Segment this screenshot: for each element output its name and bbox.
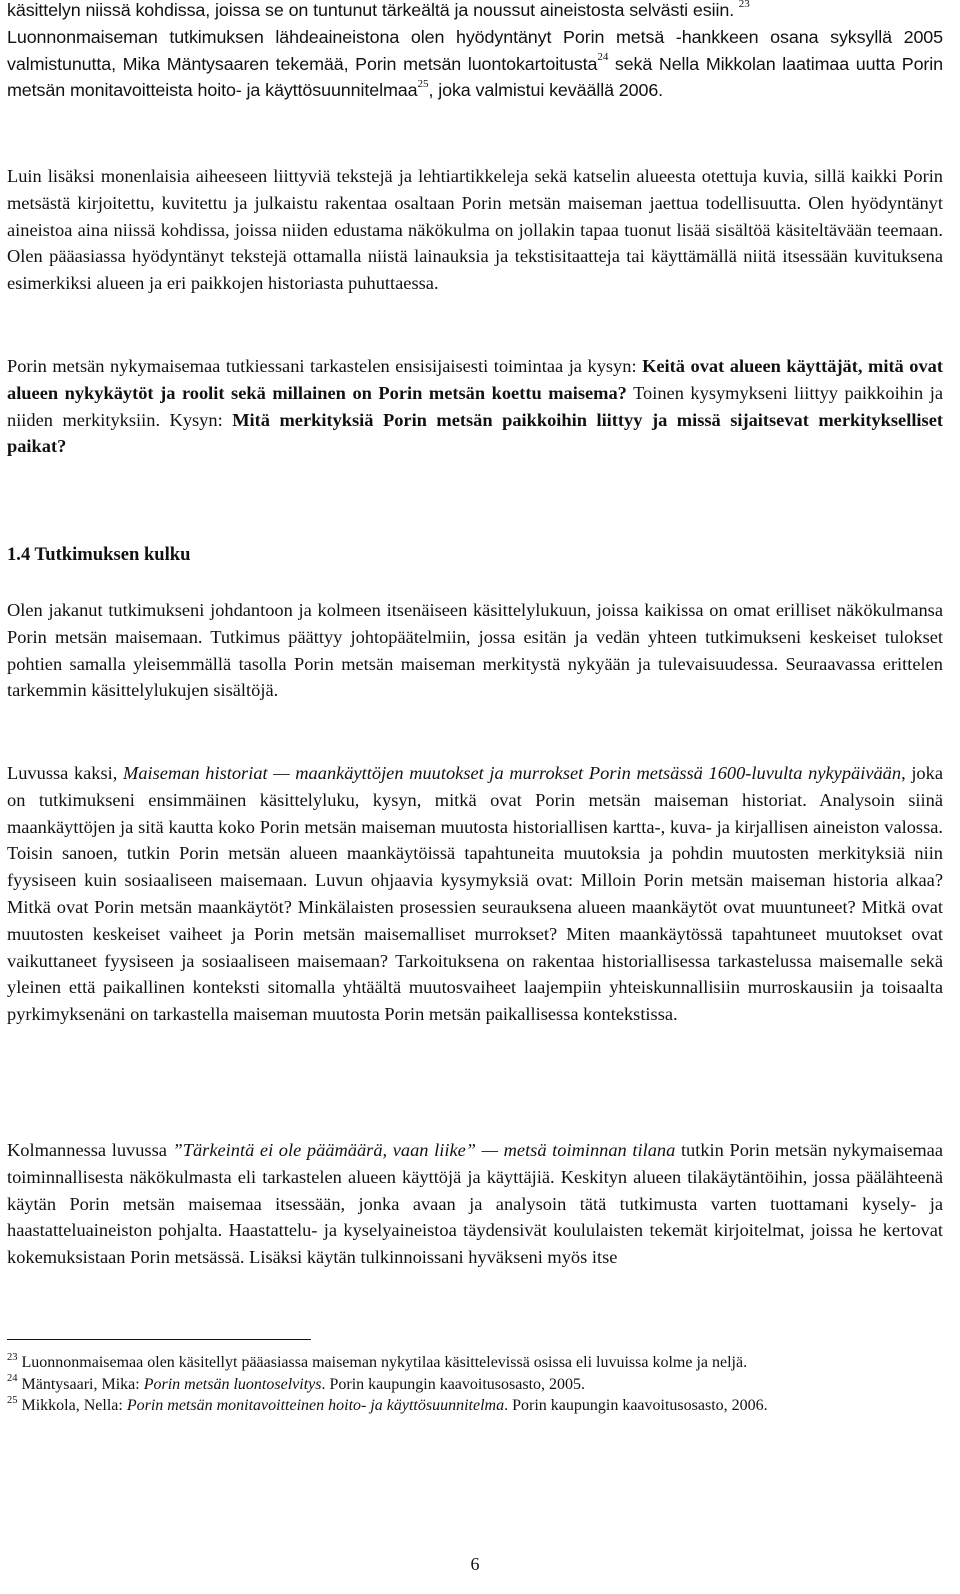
footnote-25-title: Porin metsän monitavoitteinen hoito- ja käyttösuunnitelma: [126, 1397, 505, 1414]
research-question-1: Keitä ovat alueen käyttäjät, mitä ovat alueen nykykäytöt ja roolit sekä millainen on Porin metsän koettu maisema?: [7, 356, 943, 403]
chapter-three-paragraph: [7, 1137, 943, 1271]
texts-paragraph: Luin lisäksi monenlaisia aiheeseen liittyviä tekstejä ja lehtiartikkeleja sekä katselin alueesta otettuja kuvia, sillä kaikki Porin metsästä kirjoitettu, kuvitettu ja julkaistu rakentaa osaltaan Porin metsän maiseman jaettua todellisuutta. Olen hyödyntänyt aineistoa aina niissä kohdissa, joissa niiden edustama näkökulma on jollakin tapaa tuonut lisää sisältöä käsiteltävään teemaan. Olen pääasiassa hyödyntänyt tekstejä ottamalla niistä lainauksia ja tekstisitaatteja tai käyttämällä niitä itsessään kuvituksena esimerkiksi alueen ja eri paikkojen historiasta puhuttaessa.: [7, 166, 943, 294]
chapter-three-intro: Kolmannessa luvussa: [7, 1140, 173, 1160]
footnote-24-author: Mäntysaari, Mika:: [17, 1375, 144, 1393]
footnote-24: [7, 1374, 943, 1396]
source-sentence-2: sekä Nella Mikkolan laatimaa uutta Porin metsän monitavoitteista hoito- ja käyttösuunnitelmaa: [7, 53, 943, 101]
footnote-23: [7, 1352, 943, 1374]
footnote-ref-23[interactable]: 23: [738, 0, 750, 10]
footnote-number-24: 24: [7, 1373, 18, 1385]
research-question-2: Mitä merkityksiä Porin metsän paikkoihin liittyy ja missä sijaitsevat merkitykselliset paikat?: [7, 409, 943, 457]
chapter-three-title: ”Tärkeintä ei ole päämäärä, vaan liike” — metsä toiminnan tilana: [172, 1140, 676, 1160]
source-sentence-1: Luonnonmaiseman tutkimuksen lähdeaineistona olen hyödyntänyt Porin metsä -hankkeen osana syksyllä 2005 valmistunutta, Mika Mäntysaaren tekemää, Porin metsän luontokartoitusta: [7, 26, 943, 74]
intro-sources-paragraph: [7, 0, 943, 104]
footnote-24-title: Porin metsän luontoselvitys: [143, 1375, 322, 1393]
footnote-25-author: Mikkola, Nella:: [17, 1397, 127, 1414]
footnotes: [7, 1352, 943, 1417]
footnote-divider: [7, 1339, 311, 1340]
chapter-two-title: Maiseman historiat — maankäyttöjen muutokset ja murrokset Porin metsässä 1600-luvulta nykypäivään: [123, 763, 902, 783]
chapter-two-text: , joka on tutkimukseni ensimmäinen käsittelyluku, kysyn, mitkä ovat Porin metsän maiseman historiat. Analysoin siinä maankäyttöjen ja sitä kautta koko Porin metsän maiseman muutosta historiallisen kartta-, kuva- ja kirjallisen aineiston valossa. Toisin sanoen, tutkin Porin metsän alueen maankäytöissä tapahtuneita muutoksia ja pohdin muutosten merkityksiä niin fyysiseen kuin sosiaaliseen maisemaan. Luvun ohjaavia kysymyksiä ovat: Milloin Porin metsän maiseman historia alkaa? Mitkä ovat Porin metsän maankäytöt? Minkälaisten prosessien seurauksena alueen maankäytöt ovat muuntuneet? Mitkä ovat muutosten keskeiset vaiheet ja Porin metsän maisemalliset murrokset? Miten maankäytössä tapahtuneet muutokset ovat vaikuttaneet fyysiseen ja sosiaaliseen maisemaan? Tarkoituksena on rakentaa historiallisessa tarkastelussa maisemalle sekä yleinen että paikallinen konteksti sitomalla yhtäältä muutosvaiheet laajempiin yhteiskunnallisiin murroskausiin ja toisaalta pyrkimyksenäni on tarkastella maiseman muutosta Porin metsän paikallisessa kontekstissa.: [7, 763, 943, 1025]
section-heading: 1.4 Tutkimuksen kulku: [7, 544, 191, 565]
footnote-24-publisher: . Porin kaupungin kaavoitusosasto, 2005.: [321, 1375, 586, 1393]
footnote-number-23: 23: [7, 1351, 18, 1363]
research-questions-paragraph: [7, 353, 943, 460]
structure-paragraph: Olen jakanut tutkimukseni johdantoon ja kolmeen itsenäiseen käsittelylukuun, joissa kaikissa on omat erilliset näkökulmansa Porin metsän maisemaan. Tutkimus päättyy johtopäätelmiin, jossa esitän ja vedän yhteen tutkimukseni keskeiset tulokset pohtien samalla yleisemmällä tasolla Porin metsän maiseman merkitystä nykyään ja tulevaisuudessa. Seuraavassa erittelen tarkemmin käsittelylukujen sisältöjä.: [7, 600, 943, 701]
chapter-three-text: tutkin Porin metsän nykymaisemaa toiminnallisesta näkökulmasta eli tarkastelen alueen käyttöjä ja käyttäjiä. Keskityn alueen tilakäytäntöihin, jossa päälähteenä käytän Porin metsän maisemaa itsessään, jonka avaan ja analysoin tätä tutkimusta varten tuottamani kysely- ja haastatteluaineiston pohjalta. Haastattelu- ja kyselyaineistoa täydensivät koululaisten tekemät kirjoitelmat, joissa he kertovat kokemuksistaan Porin metsässä. Lisäksi käytän tulkinnoissani hyväkseni myös itse: [7, 1140, 944, 1268]
footnote-ref-24[interactable]: 24: [597, 51, 609, 64]
questions-intro: Porin metsän nykymaisemaa tutkiessani tarkastelen ensisijaisesti toimintaa ja kysyn:: [7, 356, 643, 376]
chapter-two-paragraph: [7, 760, 943, 1028]
footnote-23-text: Luonnonmaisemaa olen käsitellyt pääasiassa maiseman nykytilaa käsittelevissä osissa eli luvuissa kolme ja neljä.: [17, 1354, 748, 1371]
footnote-number-25: 25: [7, 1394, 18, 1406]
footnote-25: [7, 1395, 943, 1417]
page-number: 6: [470, 1554, 480, 1574]
continuation-text: käsittelyn niissä kohdissa, joissa se on tuntunut tärkeältä ja noussut aineistosta selvästi esiin.: [7, 0, 735, 20]
questions-middle: Toinen kysymykseni liittyy paikkoihin ja niiden merkityksiin. Kysyn:: [7, 382, 943, 430]
footnote-25-publisher: . Porin kaupungin kaavoitusosasto, 2006.: [504, 1397, 768, 1414]
source-sentence-3: , joka valmistui keväällä 2006.: [428, 80, 664, 101]
footnote-ref-25[interactable]: 25: [417, 78, 429, 91]
chapter-two-intro: Luvussa kaksi,: [7, 763, 124, 783]
